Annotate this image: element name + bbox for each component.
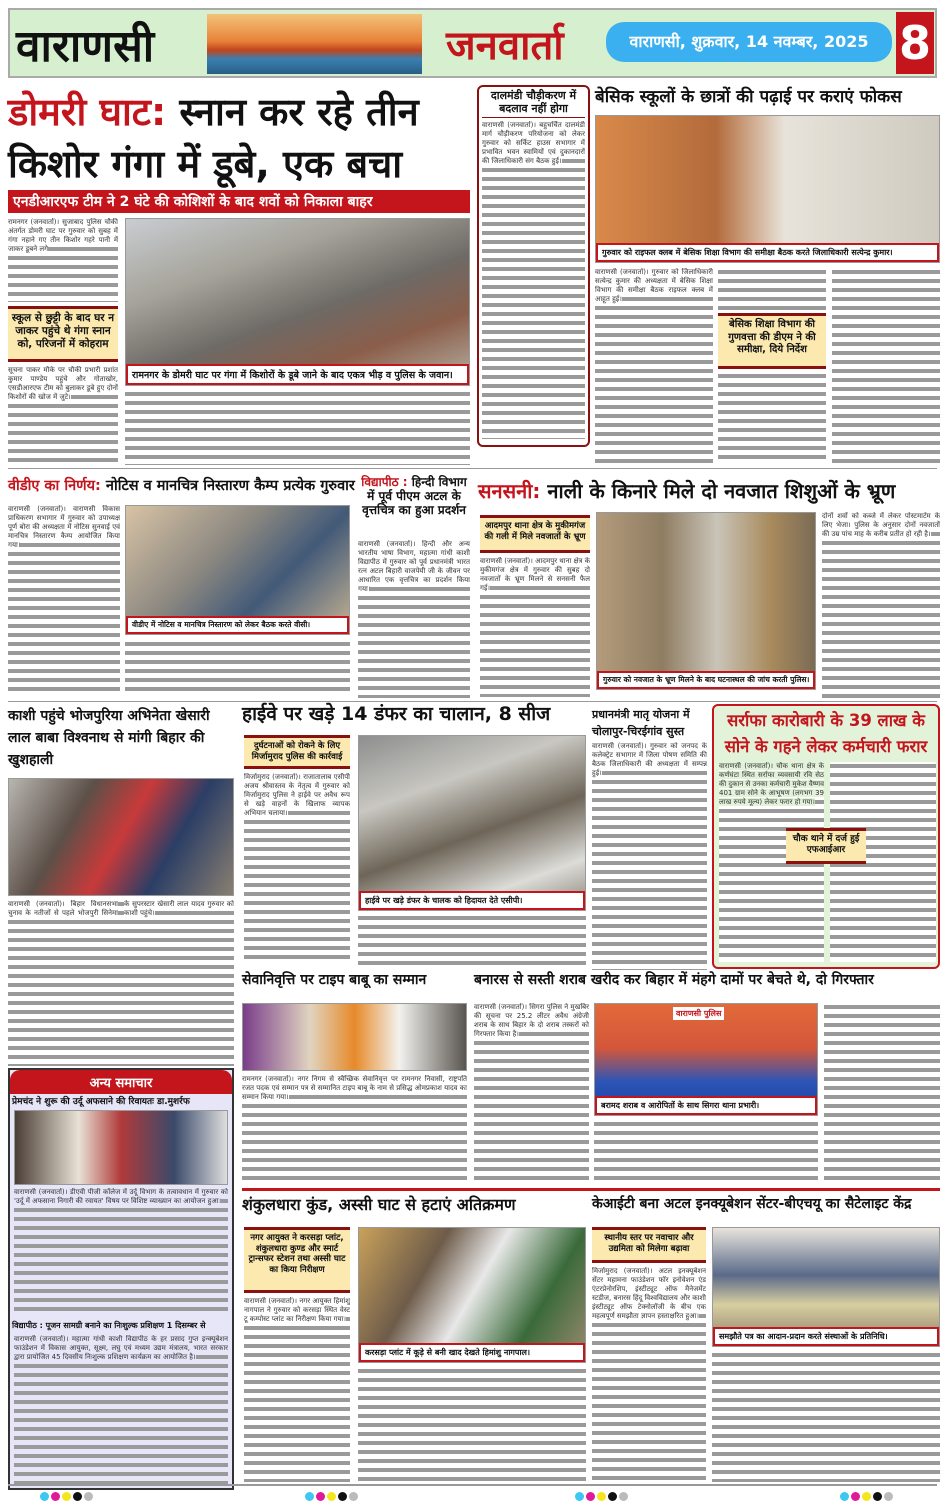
box-title: अन्य समाचार	[10, 1070, 232, 1094]
article-body: रामनगर (जनवार्ता)। सुजाबाद पुलिस चौकी अंतर्गत डोमरी घाट पर गुरुवार को सुबह में गंगा नहाने गए तीन किशोर गहरे पानी में जाकर डूबने लगे	[8, 218, 118, 302]
article-headline: शंकुलधारा कुंड, अस्सी घाट से हटाएं अतिक्रमण	[242, 1195, 516, 1214]
photo-caption: गुरुवार को नवजात के भ्रूण मिलने के बाद घटनास्थल की जांच करती पुलिस।	[597, 671, 815, 689]
article-body	[125, 640, 350, 695]
registration-dot	[840, 1492, 849, 1501]
registration-dot	[862, 1492, 871, 1501]
registration-dot	[884, 1492, 893, 1501]
article-body: वाराणसी (जनवार्ता)। महात्मा गांधी काशी विद्यापीठ के हर प्रसाद गुप्त इन्क्यूबेशन फाउंडेशन में विकास आयुक्त, सूक्ष्म, लघु एवं मध्यम उद्यम मंत्रालय, भारत सरकार द्वारा प्रायोजित 45 दिवसीय निःशुल्क प्रशिक्षण कार्यक्रम का आयोजित है।	[14, 1335, 228, 1485]
registration-dot	[851, 1492, 860, 1501]
article-body	[358, 1367, 586, 1482]
dateline: वाराणसी, शुक्रवार, 14 नवम्बर, 2025	[606, 22, 892, 62]
registration-dot	[338, 1492, 347, 1501]
article-body	[824, 1003, 940, 1185]
article-headline: केआईटी बना अटल इनक्यूबेशन सेंटर-बीएचयू का सैटेलाइट केंद्र	[592, 1196, 912, 1212]
registration-dot	[40, 1492, 49, 1501]
article-body	[125, 390, 470, 465]
photo-sign: वाराणसी पुलिस	[673, 1007, 724, 1020]
article-headline: काशी पहुंचे भोजपुरिया अभिनेता खेसारी लाल बाबा विश्वनाथ से मांगी बिहार की खुशहाली	[8, 708, 210, 768]
divider	[8, 468, 937, 469]
article-headline: सनसनी: नाली के किनारे मिले दो नवजात शिशुओं के भ्रूण	[478, 479, 896, 503]
article-headline: बनारस से सस्ती शराब खरीद कर बिहार में मंहगे दामों पर बेचते थे, दो गिरफ्तार	[474, 972, 874, 988]
news-photo	[14, 1110, 228, 1185]
photo-caption: समझौते पत्र का आदान-प्रदान करते संस्थाओं के प्रतिनिधि।	[713, 1327, 939, 1346]
ghat-image	[207, 14, 422, 74]
boxed-article	[712, 704, 940, 969]
news-photo	[125, 218, 470, 386]
article-body: वाराणसी (जनवार्ता)। वाराणसी विकास प्राधिकरण सभागार में गुरुवार को उपाध्यक्ष पूर्ण बोरा की अध्यक्षता में नोटिस सुनवाई एवं मानचित्र निस्तारण कैम्प आयोजित किया गया।	[8, 505, 120, 695]
registration-dot	[619, 1492, 628, 1501]
page-number: 8	[896, 12, 934, 74]
article-body	[718, 268, 826, 310]
registration-dot	[73, 1492, 82, 1501]
article-body	[358, 914, 586, 966]
article-body: वाराणसी (जनवार्ता)। आदमपुर थाना क्षेत्र के मुकीमगंज क्षेत्र में गुरुवार की सुबह दो नवजातों के भ्रूण मिलने से सनसनी फैल गई।	[480, 557, 590, 697]
registration-dot	[62, 1492, 71, 1501]
side-highlight: आदमपुर थाना क्षेत्र के मुकीमगंज की गली में मिले नवजातों के भ्रूण	[480, 515, 590, 553]
side-highlight: चौक थाने में दर्ज हुई एफआईआर	[786, 828, 866, 864]
registration-dot-group	[840, 1486, 895, 1505]
article-headline: बेसिक स्कूलों के छात्रों की पढ़ाई पर कराएं फोकस	[595, 87, 902, 107]
article-body: वाराणसी (जनवार्ता)। गुरुवार को जनपद के कलेक्ट्रेट सभागार में जिला पोषण समिति की बैठक जिलाधिकारी की अध्यक्षता में सम्पन्न हुई।	[592, 742, 707, 970]
news-photo	[358, 1227, 586, 1363]
photo-caption: गुरुवार को राइफल क्लब में बेसिक शिक्षा विभाग की समीक्षा बैठक करते जिलाधिकारी सत्येन्द्र कुमार।	[596, 243, 939, 262]
article-body: वाराणसी (जनवार्ता)। हिन्दी और अन्य भारतीय भाषा विभाग, महात्मा गांधी काशी विद्यापीठ में गुरुवार को पूर्व प्रधानमंत्री भारत रत्न अटल बिहारी वाजपेयी जी के जीवन पर आधारित एक वृत्तचित्र का प्रदर्शन किया गया।	[358, 540, 470, 698]
article-body: वाराणसी (जनवार्ता)। चौक थाना क्षेत्र के कर्णघंटा स्थित सर्राफा व्यवसायी रवि सेठ की दुकान से उनका कर्मचारी मुकेश वैष्णव 401 ग्राम सोने के आभूषण (लगभग 39 लाख रुपये मूल्य) लेकर फरार हो गया।	[719, 762, 824, 962]
side-highlight: नगर आयुक्त ने करसड़ा प्लांट, शंकुलधारा कुण्ड और स्मार्ट ट्रान्सफर स्टेशन तथा अस्सी घाट का किया निरीक्षण	[244, 1227, 350, 1293]
news-photo	[358, 735, 586, 911]
news-photo	[8, 778, 234, 896]
article-body: वाराणसी (जनवार्ता)। बहुचर्चित दालमंडी मार्ग चौड़ीकरण परियोजना को लेकर गुरुवार को सर्किट हाउस सभागार में प्रभावित भवन स्वामियों एवं दुकानदारों की जिलाधिकारी संग बैठक हुई।	[482, 121, 585, 439]
article-headline: वीडीए का निर्णय: नोटिस व मानचित्र निस्तारण कैम्प प्रत्येक गुरुवार	[8, 478, 355, 494]
registration-dot	[349, 1492, 358, 1501]
photo-caption: वीडीए में नोटिस व मानचित्र निस्तारण को लेकर बैठक करते वीसी।	[126, 616, 349, 634]
registration-dot	[873, 1492, 882, 1501]
article-body: मिर्जामुराद (जनवार्ता)। राजातालाब एसीपी अजय श्रीवास्तव के नेतृत्व में गुरुवार को मिर्जामुराद पुलिस ने हाईवे पर अवैध रूप से खड़े वाहनों के खिलाफ व्यापक अभियान चलाया।	[244, 773, 350, 963]
registration-dot	[316, 1492, 325, 1501]
headline-line2: किशोर गंगा में डूबे, एक बचा	[8, 142, 403, 186]
masthead	[8, 8, 937, 78]
news-photo	[594, 1003, 818, 1116]
photo-caption: रामनगर के डोमरी घाट पर गंगा में किशोरों के डूबे जाने के बाद एकत्र भीड़ व पुलिस के जवान।	[126, 364, 469, 385]
article-body: वाराणसी (जनवार्ता)। गुरुवार को जिलाधिकारी सत्येन्द्र कुमार की अध्यक्षता में बेसिक शिक्षा विभाग की समीक्षा बैठक राइफल क्लब में आहूत हुई।	[595, 268, 713, 464]
headline-kicker: डोमरी घाट:	[8, 90, 167, 134]
article-headline: प्रेमचंद ने शुरू की उर्दू अफसाने की रिवायतः डा.मुशर्रफ	[12, 1097, 190, 1107]
lead-subheadline: एनडीआरएफ टीम ने 2 घंटे की कोशिशों के बाद शवों को निकाला बाहर	[8, 190, 470, 213]
photo-caption: हाईवे पर खड़े डंफर के चालक को हिदायत देते एसीपी।	[359, 891, 585, 910]
article-body	[832, 268, 940, 464]
registration-dot	[305, 1492, 314, 1501]
registration-dot-group	[40, 1486, 95, 1505]
article-headline: विद्यापीठ : हिन्दी विभाग में पूर्व पीएम अटल के वृत्तचित्र का हुआ प्रदर्शन	[361, 475, 467, 517]
divider	[8, 1484, 937, 1486]
article-headline: सेवानिवृत्ति पर टाइप बाबू का सम्मान	[242, 972, 427, 988]
article-body: वाराणसी (जनवार्ता)। डीएवी पीजी कॉलेज में उर्दू विभाग के तत्वावधान में गुरुवार को 'उर्दू में अफसाना निगारी की रवायत' विषय पर विशिष्ट व्याख्यान का आयोजन हुआ।	[14, 1188, 228, 1316]
side-highlight: बेसिक शिक्षा विभाग की गुणवत्ता की डीएम ने की समीक्षा, दिये निर्देश	[718, 313, 826, 369]
article-body	[718, 372, 826, 464]
registration-dot	[51, 1492, 60, 1501]
registration-dot	[327, 1492, 336, 1501]
lead-headline	[8, 86, 470, 190]
photo-caption: बरामद शराब व आरोपितों के साथ सिगरा थाना प्रभारी।	[595, 1096, 817, 1115]
registration-dot	[608, 1492, 617, 1501]
registration-dot	[84, 1492, 93, 1501]
article-body: वाराणसी (जनवार्ता)। नगर आयुक्त हिमांशु नागपाल ने गुरुवार को करसड़ा स्थित वेस्ट टू कम्पोस्ट प्लांट का निरीक्षण किया गया।	[244, 1297, 350, 1482]
side-highlight: दुर्घटनाओं को रोकने के लिए मिर्जामुराद पुलिस की कार्रवाई	[244, 735, 350, 769]
other-news-box	[8, 1068, 234, 1490]
article-headline: हाईवे पर खड़े 14 डंफर का चालान, 8 सीज	[242, 703, 551, 725]
side-highlight: स्कूल से छुट्टी के बाद घर न जाकर पहुंचे थे गंगा स्नान को, परिजनों में कोहराम	[8, 306, 118, 362]
registration-dot	[586, 1492, 595, 1501]
registration-dot-group	[305, 1486, 360, 1505]
side-highlight: स्थानीय स्तर पर नवाचार और उद्यमिता को मिलेगा बढ़ावा	[592, 1227, 706, 1263]
photo-caption: करसड़ा प्लांट में कूड़े से बनी खाद देखते हिमांशु नागपाल।	[359, 1343, 585, 1362]
article-headline: प्रधानमंत्री मातृ योजना में चोलापुर-चिरईगांव सुस्त	[592, 708, 690, 738]
article-body: रामनगर (जनवार्ता)। नगर निगम से स्वैच्छिक सेवानिवृत्त पर रामनगर निवासी, राष्ट्रपति रजत पदक एवं सम्मान पत्र से सम्मानित टाइप बाबू के नाम से प्रसिद्ध ओमप्रकाश यादव का सम्मान किया गया।	[242, 1075, 467, 1185]
article-body: सूचना पाकर मौके पर चौकी प्रभारी प्रशांत कुमार पाण्डेय पहुंचे और गोताखोर, एसडीआरएफ टीम को बुलाकर डूबे हुए दोनों किशोरों की खोज में जुटे।	[8, 366, 118, 464]
article-body: वाराणसी (जनवार्ता)। सिगरा पुलिस ने मुखबिर की सूचना पर 25.2 लीटर अवैध अंग्रेजी शराब के साथ बिहार के दो शराब तस्करों को गिरफ्तार किया है।	[474, 1003, 589, 1185]
article-body: वाराणसी (जनवार्ता)। बिहार विधानसभा चुनाव के नतीजों से पहले भोजपुरी सिनेमा के सुपरस्टार खेसारी लाल यादव गुरुवार को काशी पहुंचे।	[8, 900, 234, 1066]
article-headline: विद्यापीठ : पूजन सामग्री बनाने का निःशुल्क प्रशिक्षण 1 दिसम्बर से	[12, 1321, 206, 1331]
headline-text: स्नान कर रहे तीन	[179, 90, 419, 134]
news-photo	[125, 505, 350, 635]
section-title: वाराणसी	[16, 21, 155, 72]
divider	[8, 701, 937, 702]
news-photo	[596, 512, 816, 690]
news-photo	[242, 1003, 467, 1071]
divider	[242, 1188, 940, 1191]
article-body: दोनों शवों को कब्जे में लेकर पोस्टमार्टम के लिए भेजा। पुलिस के अनुसार दोनों नवजातों की उम्र पांच माह के करीब प्रतीत हो रही है।	[822, 512, 940, 698]
paper-name: जनवार्ता	[446, 22, 564, 69]
article-body	[594, 1120, 818, 1185]
brief-box	[477, 85, 590, 447]
article-body	[712, 1351, 940, 1482]
article-headline: सर्राफा कारोबारी के 39 लाख के सोने के गहने लेकर कर्मचारी फरार	[724, 711, 928, 756]
registration-dot	[575, 1492, 584, 1501]
article-body: मिर्जामुराद (जनवार्ता)। अटल इनक्यूबेशन सेंटर महामना फाउंडेशन फॉर इनोवेशन एंड एंटरप्रेनोरशिप, इंस्टीट्यूट ऑफ मैनेजमेंट स्टडीज, बनारस हिंदू विश्वविद्यालय और काशी इंस्टीट्यूट ऑफ टेक्नोलॉजी के बीच एक महत्वपूर्ण समझौता ज्ञापन हस्ताक्षरित हुआ।	[592, 1267, 706, 1482]
registration-dot-group	[575, 1486, 630, 1505]
brief-headline: दालमंडी चौड़ीकरण में बदलाव नहीं होगा	[482, 90, 585, 118]
news-photo	[712, 1227, 940, 1347]
news-photo	[595, 115, 940, 263]
registration-dot	[597, 1492, 606, 1501]
